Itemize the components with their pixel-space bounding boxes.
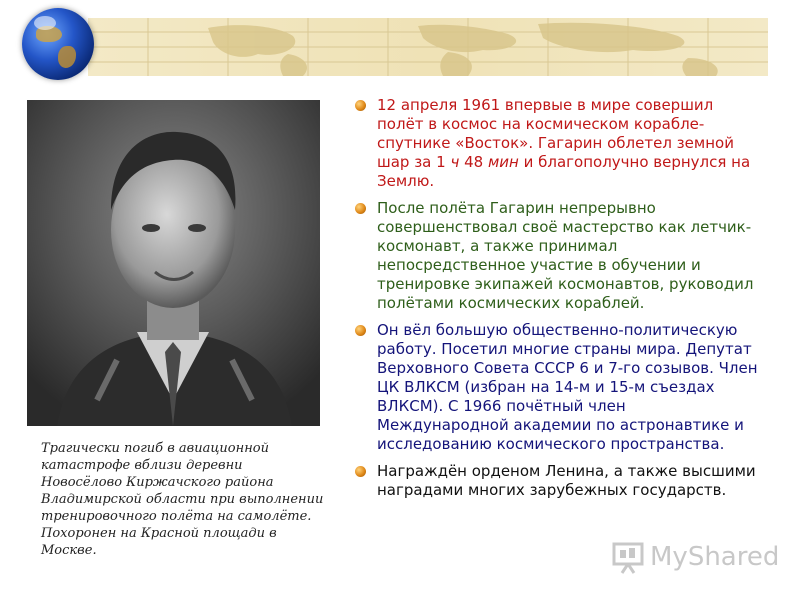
watermark-brand-text: MyShared [650,542,780,572]
orange-bullet-icon [355,100,366,111]
bullet-text: 12 апреля 1961 впервые в мире совершил полёт в космос на космическом корабле-спутнике «Восток». Гагарин облетел земной шар за 1 ч 48 мин и благополучно вернулся на Землю. [377,96,751,190]
bullet-text: Он вёл большую общественно-политическую работу. Посетил многие страны мира. Депутат Верховного Совета СССР 6 и 7-го созывов. Член ЦК ВЛКСМ (избран на 14-м и 15-м съездах ВЛКСМ). С 1966 почётный член Международной академии по астронавтике и исследованию космического пространства. [377,321,758,453]
globe-icon [22,8,94,80]
bullet-item [355,321,760,454]
bullet-text: После полёта Гагарин непрерывно совершенствовал своё мастерство как летчик-космонавт, а также принимал непосредственное участие в обучении и тренировке экипажей космонавтов, руководил полётами космических кораблей. [377,199,754,312]
orange-bullet-icon [355,325,366,336]
photo-caption: Трагически погиб в авиационной катастрофе вблизи деревни Новосёлово Киржачского района Владимирской области при выполнении тренировочного полёта на самолёте. Похоронен на Красной площади в Москве. [41,441,324,558]
orange-bullet-icon [355,203,366,214]
myshared-logo-icon [610,538,648,574]
bullet-text: Награждён орденом Ленина, а также высшими наградами многих зарубежных государств. [377,462,756,499]
orange-bullet-icon [355,466,366,477]
portrait-photo [27,100,320,426]
bullet-item [355,96,760,191]
watermark [610,536,780,576]
bullet-item [355,462,760,500]
world-map-decoration [88,18,768,76]
bullet-item [355,199,760,313]
header-banner-map [88,18,768,76]
bullet-list [355,96,760,508]
